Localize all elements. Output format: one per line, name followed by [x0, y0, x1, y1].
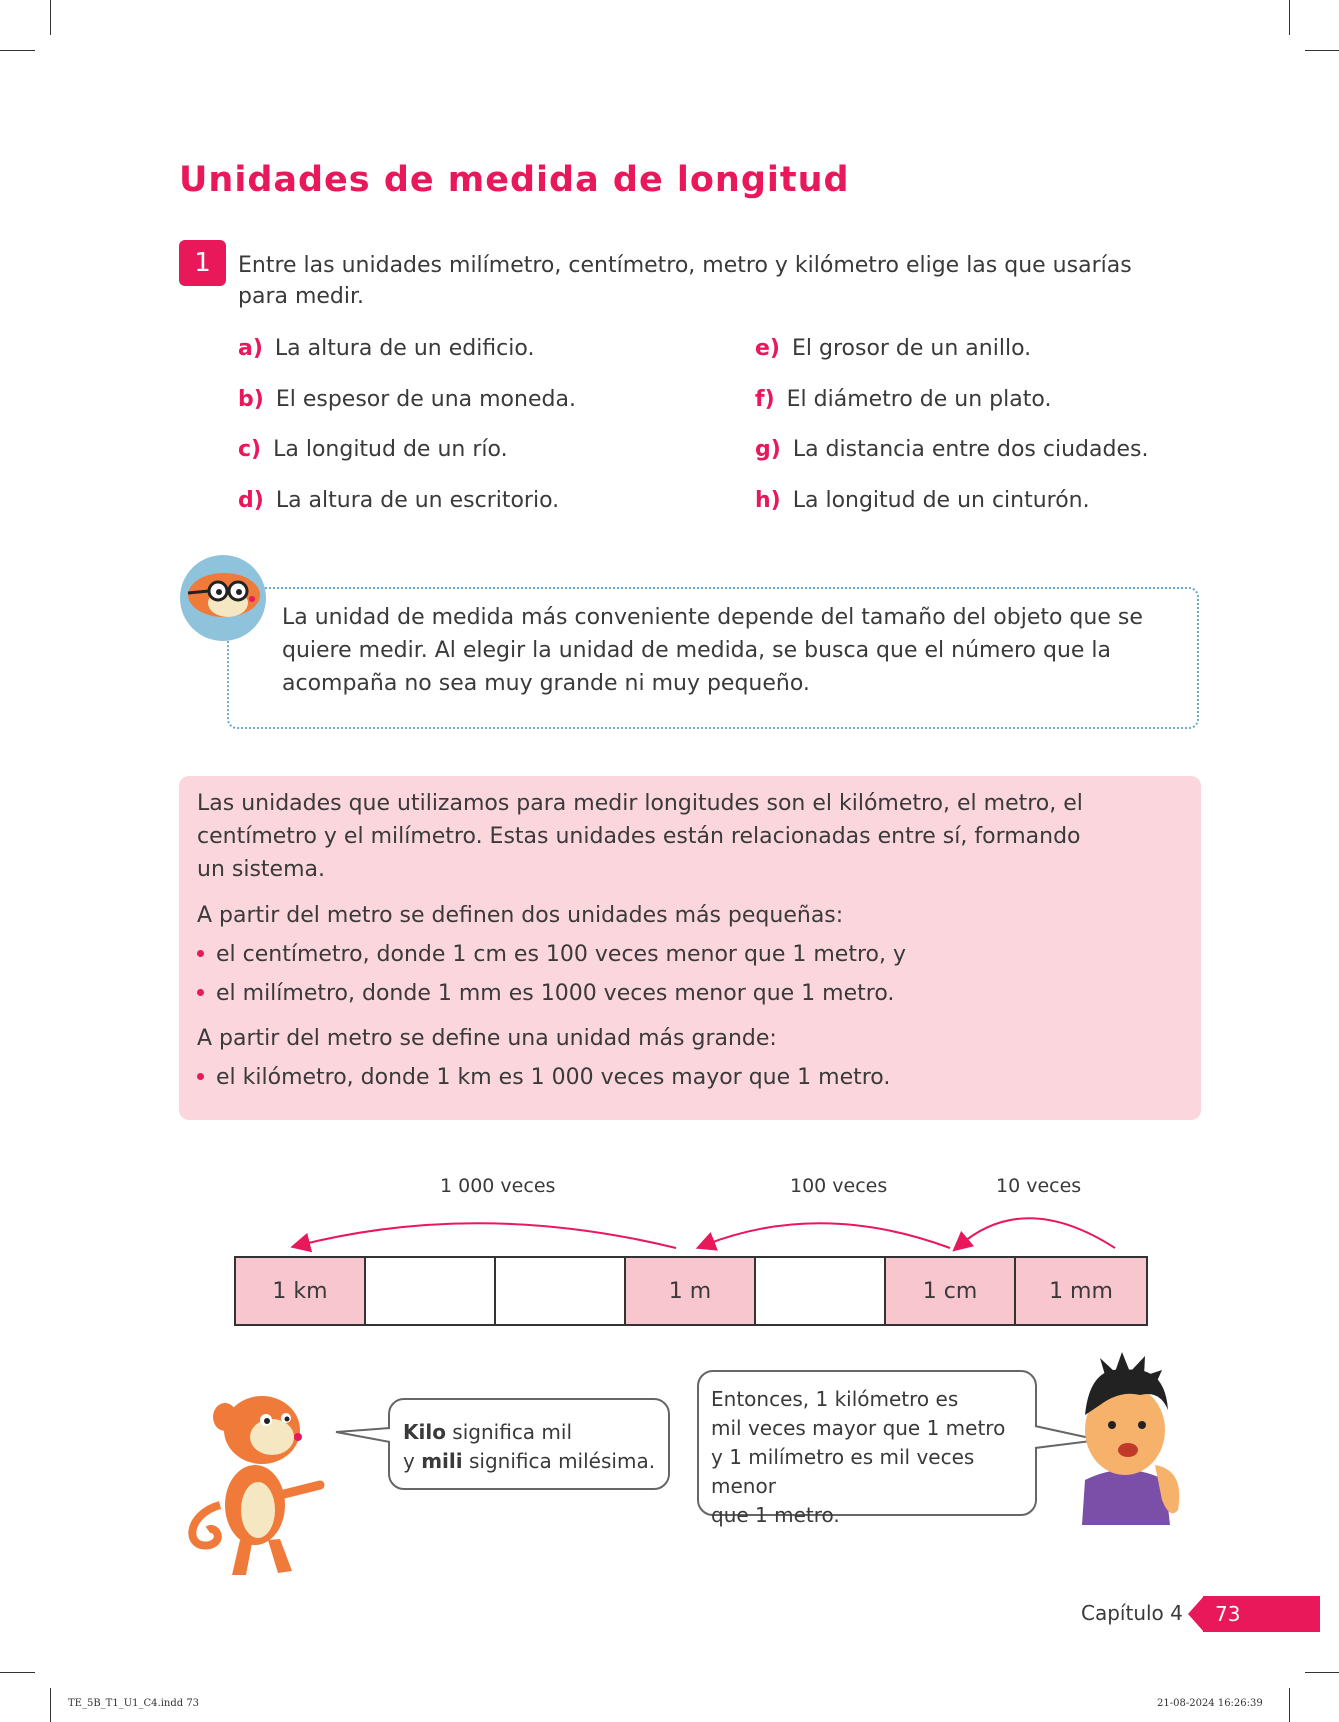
crop-mark: [1305, 50, 1339, 51]
question-text: Entre las unidades milímetro, centímetro, metro y kilómetro elige las que usarías para medir.: [238, 253, 1132, 309]
crop-mark: [1305, 1672, 1339, 1673]
option-g: [755, 437, 1148, 462]
bubble-right-line: que 1 metro.: [711, 1503, 840, 1527]
info-text-line: Las unidades que utilizamos para medir longitudes son el kilómetro, el metro, el: [197, 791, 1083, 816]
option-c: [238, 437, 508, 462]
option-label: g): [755, 437, 781, 462]
bullet-dot: [197, 1073, 204, 1080]
crop-mark: [50, 1688, 51, 1722]
option-label: d): [238, 488, 264, 513]
page-number: 73: [1203, 1596, 1320, 1632]
option-h: [755, 488, 1090, 513]
cell-empty: [756, 1258, 886, 1324]
question-number: 1: [179, 240, 226, 286]
crop-mark: [1289, 1688, 1290, 1722]
monkey-mascot-icon: [180, 1375, 350, 1580]
info-bullet-item: [197, 1065, 890, 1090]
cell-m: 1 m: [626, 1258, 756, 1324]
info-bullet-item: [197, 942, 906, 967]
crop-mark: [1289, 0, 1290, 35]
page-tab-arrow: [1188, 1596, 1204, 1632]
option-text: El grosor de un anillo.: [791, 336, 1032, 361]
print-slug-left: TE_5B_T1_U1_C4.indd 73: [68, 1698, 200, 1709]
option-a: [238, 336, 534, 361]
cell-empty: [366, 1258, 496, 1324]
bubble-left-line1: [403, 1418, 668, 1447]
cell-cm: 1 cm: [886, 1258, 1016, 1324]
bubble-right-line: mil veces mayor que 1 metro: [711, 1416, 1006, 1440]
crop-mark: [0, 1672, 35, 1673]
arrow-label-10: 10 veces: [996, 1175, 1082, 1197]
arrow-label-1000: 1 000 veces: [440, 1175, 556, 1197]
option-text: La altura de un edificio.: [274, 336, 535, 361]
bullet-text: el centímetro, donde 1 cm es 100 veces menor que 1 metro, y: [216, 942, 906, 967]
option-d: [238, 488, 559, 513]
page-title: Unidades de medida de longitud: [179, 160, 850, 200]
bubble-text: significa mil: [445, 1420, 573, 1444]
bubble-text: y: [403, 1449, 422, 1473]
option-text: La longitud de un río.: [273, 437, 508, 462]
bullet-text: el kilómetro, donde 1 km es 1 000 veces mayor que 1 metro.: [216, 1065, 891, 1090]
arrow-10: [960, 1218, 1115, 1248]
option-text: La distancia entre dos ciudades.: [792, 437, 1149, 462]
chapter-label: Capítulo 4: [1081, 1601, 1183, 1625]
option-text: La altura de un escritorio.: [275, 488, 560, 513]
cell-km: 1 km: [236, 1258, 366, 1324]
option-label: b): [238, 387, 264, 412]
crop-mark: [0, 50, 35, 51]
option-label: c): [238, 437, 262, 462]
unit-scale-bar: [234, 1256, 1148, 1326]
option-label: h): [755, 488, 781, 513]
print-slug-right: 21-08-2024 16:26:39: [1157, 1698, 1263, 1709]
cell-empty: [496, 1258, 626, 1324]
info-text-line: centímetro y el milímetro. Estas unidades están relacionadas entre sí, formando: [197, 824, 1081, 849]
arrow-label-100: 100 veces: [790, 1175, 888, 1197]
option-label: e): [755, 336, 780, 361]
boy-character-icon: [1070, 1350, 1200, 1525]
mascot-glasses-icon: [178, 553, 268, 643]
info-text-line: A partir del metro se define una unidad más grande:: [197, 1026, 777, 1051]
bubble-right-line: y 1 milímetro es mil veces menor: [711, 1445, 975, 1498]
speech-bubble-right: [697, 1370, 1037, 1527]
bullet-dot: [197, 950, 204, 957]
option-label: f): [755, 387, 775, 412]
crop-mark: [50, 0, 51, 35]
scale-arrows: [0, 1195, 1339, 1260]
arrow-1000: [300, 1223, 676, 1248]
bubble-text: significa milésima.: [462, 1449, 656, 1473]
bubble-pointer: [334, 1420, 394, 1450]
bubble-bold: Kilo: [403, 1420, 446, 1444]
option-text: La longitud de un cinturón.: [792, 488, 1090, 513]
bubble-left-line2: [403, 1447, 668, 1476]
arrow-100: [705, 1223, 950, 1248]
option-b: [238, 387, 576, 412]
info-bullet-item: [197, 981, 894, 1006]
option-text: El espesor de una moneda.: [275, 387, 576, 412]
info-text-line: un sistema.: [197, 857, 325, 882]
option-e: [755, 336, 1031, 361]
bullet-dot: [197, 989, 204, 996]
bubble-right-line: Entonces, 1 kilómetro es: [711, 1387, 959, 1411]
cell-mm: 1 mm: [1016, 1258, 1146, 1324]
tip-text: La unidad de medida más conveniente depende del tamaño del objeto que se quiere medir. Al elegir la unidad de medida, se busca que el número que la acompaña no sea muy grande ni muy pequeño.: [282, 605, 1143, 696]
option-f: [755, 387, 1051, 412]
option-text: El diámetro de un plato.: [786, 387, 1052, 412]
speech-bubble-left: [388, 1398, 670, 1490]
info-text-line: A partir del metro se definen dos unidades más pequeñas:: [197, 903, 844, 928]
option-label: a): [238, 336, 263, 361]
bubble-bold: mili: [421, 1449, 463, 1473]
bullet-text: el milímetro, donde 1 mm es 1000 veces menor que 1 metro.: [216, 981, 895, 1006]
